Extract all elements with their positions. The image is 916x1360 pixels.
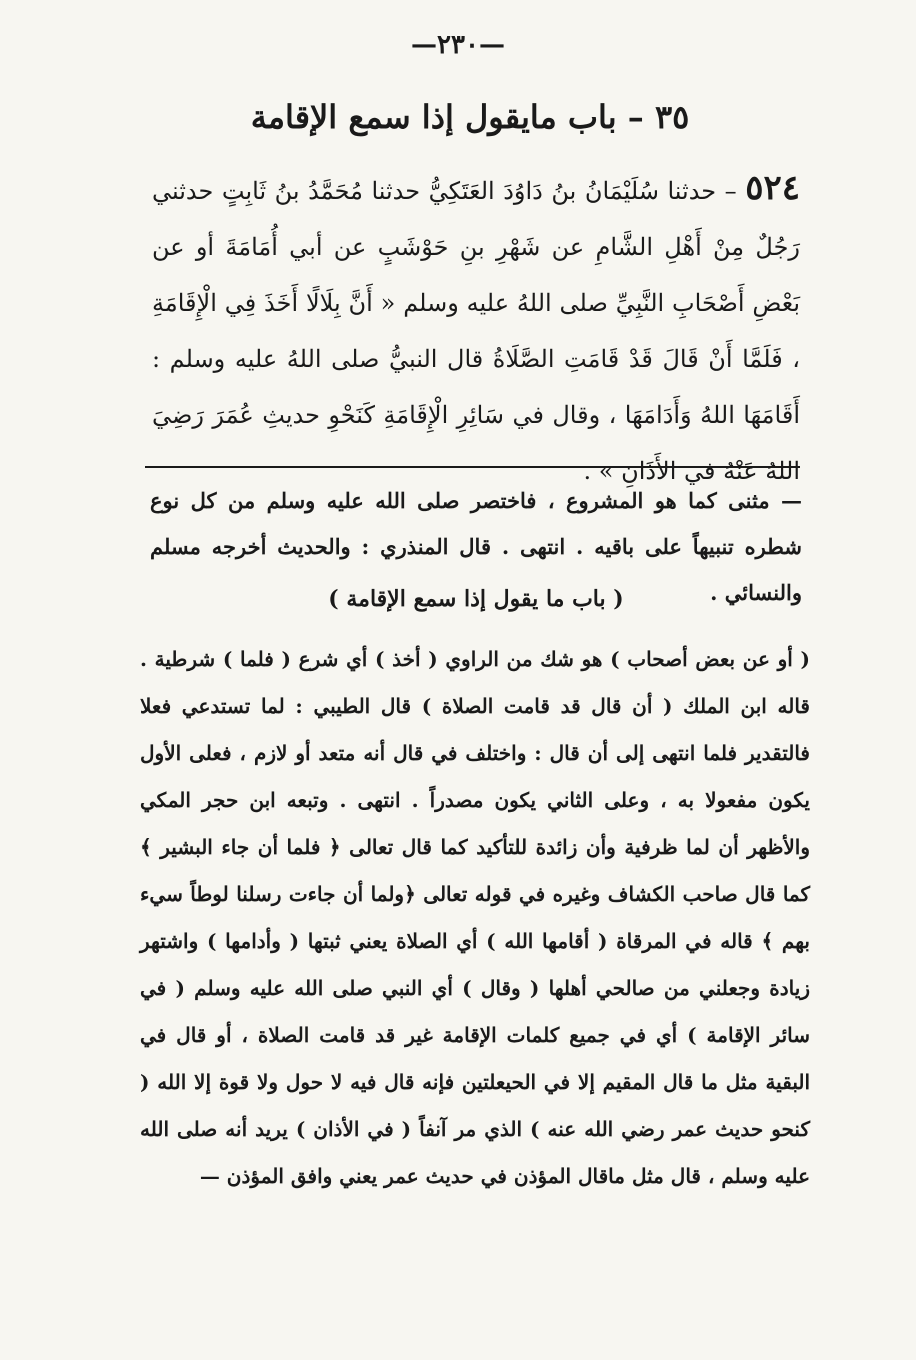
- hadith-text: – حدثنا سُلَيْمَانُ بنُ دَاوُدَ العَتَكِيُّ حدثنا مُحَمَّدُ بنُ ثَابِتٍ حدثني رَجُلٌ مِنْ أَهْلِ الشَّامِ عن شَهْرِ بنِ حَوْشَبٍ عن أبي أُمَامَةَ أو عن بَعْضِ أَصْحَابِ النَّبِيِّ صلى اللهُ عليه وسلم « أَنَّ بِلَالًا أَخَذَ فِي الْإِقَامَةِ ، فَلَمَّا أَنْ قَالَ قَدْ قَامَتِ الصَّلَاةُ قال النبيُّ صلى اللهُ عليه وسلم : أَقَامَهَا اللهُ وَأَدَامَهَا ، وقال في سَائِرِ الْإِقَامَةِ كَنَحْوِ حديثِ عُمَرَ رَضِيَ اللهُ عَنْهُ في الأَذَانِ » .: [152, 177, 800, 485]
- divider-line: [145, 466, 800, 468]
- commentary-continued: — مثنى كما هو المشروع ، فاختصر صلى الله عليه وسلم من كل نوع شطره تنبيهاً على باقيه . انتهى . قال المنذري : والحديث أخرجه مسلم والنسائي .: [150, 488, 802, 605]
- page-number: —٢٣٠—: [411, 30, 505, 60]
- commentary-text: ( أو عن بعض أصحاب ) هو شك من الراوي ( أخذ ) أي شرع ( فلما ) شرطية . قاله ابن الملك ( أن قال قد قامت الصلاة ) قال الطيبي : لما تستدعي فعلا فالتقدير فلما انتهى إلى أن قال : واختلف في قال أنه متعد أو لازم ، فعلى الأول يكون مفعولا به ، وعلى الثاني يكون مصدراً . انتهى . وتبعه ابن حجر المكي والأظهر أن لما ظرفية وأن زائدة للتأكيد كما قال تعالى ﴿ فلما أن جاء البشير ﴾ كما قال صاحب الكشاف وغيره في قوله تعالى ﴿ولما أن جاءت رسلنا لوطاً سيء بهم ﴾ قاله في المرقاة ( أقامها الله ) أي الصلاة يعني ثبتها ( وأدامها ) واشتهر زيادة وجعلني من صالحي أهلها ( وقال ) أي النبي صلى الله عليه وسلم ( في سائر الإقامة ) أي في جميع كلمات الإقامة غير قد قامت الصلاة ، أو قال في البقية مثل ما قال المقيم إلا في الحيعلتين فإنه قال فيه لا حول ولا قوة إلا الله ( كنحو حديث عمر رضي الله عنه ) الذي مر آنفاً ( في الأذان ) يريد أنه صلى الله عليه وسلم ، قال مثل ماقال المؤذن في حديث عمر يعني وافق المؤذن —: [140, 647, 811, 1188]
- chapter-title: ٣٥ – باب مايقول إذا سمع الإقامة: [250, 98, 690, 136]
- hadith-text-block: [152, 160, 800, 499]
- hadith-number: ٥٢٤: [745, 168, 800, 208]
- commentary-heading: ( باب ما يقول إذا سمع الإقامة ): [328, 586, 624, 612]
